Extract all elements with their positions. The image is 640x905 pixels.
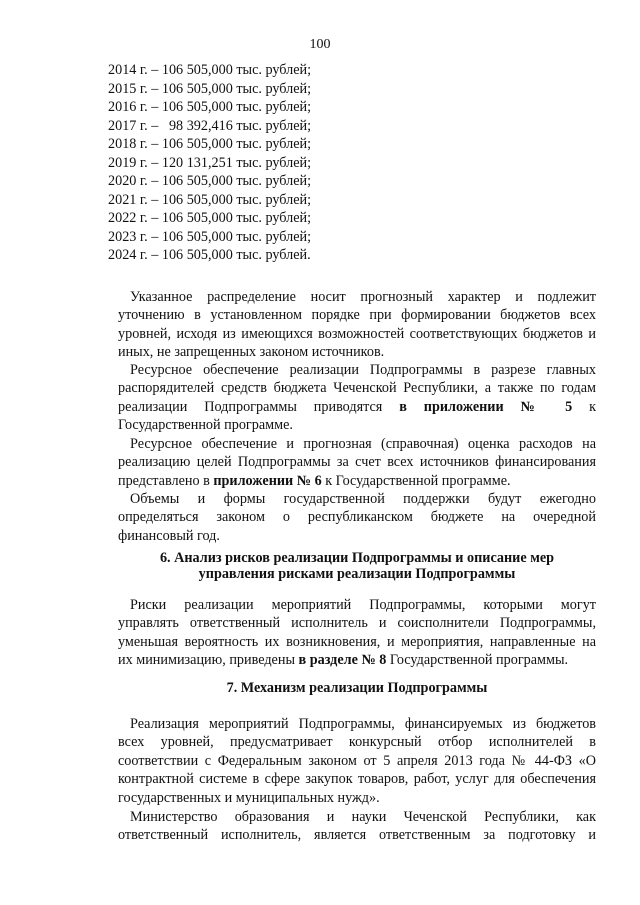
text-run: к (589, 398, 597, 415)
paragraph-distribution-forecast (118, 288, 596, 362)
year-line: 2020 г. – 106 505,000 тыс. рублей; (108, 173, 312, 189)
text-run: реализации Подпрограммы приводятся (118, 398, 383, 415)
year-line: 2016 г. – 106 505,000 тыс. рублей; (108, 99, 312, 115)
text-line: Объемы и формы государственной поддержки будут ежегодно (130, 491, 596, 507)
text-line: Риски реализации мероприятий Подпрограммы, которыми могут (130, 597, 596, 613)
page-number: 100 (309, 37, 331, 52)
year-line: 2015 г. – 106 505,000 тыс. рублей; (108, 80, 312, 97)
funding-by-year-list (108, 61, 311, 265)
text-line: государственных и муниципальных нужд». (118, 789, 380, 806)
text-line: распорядителей средств бюджета Чеченской Республики, а также по годам (118, 380, 596, 397)
section-heading-7 (118, 681, 596, 697)
text-line: всех уровней, предусматривает конкурсный отбор исполнителей в (118, 734, 596, 751)
year-line: 2024 г. – 106 505,000 тыс. рублей. (108, 247, 311, 263)
year-line: 2019 г. – 120 131,251 тыс. рублей; (108, 154, 312, 171)
text-line: финансовый год. (118, 527, 220, 544)
text-line (118, 398, 596, 416)
paragraph-risks (118, 596, 596, 670)
heading-line: 6. Анализ рисков реализации Подпрограммы и описание мер (159, 550, 555, 566)
text-line: Указанное распределение носит прогнозный характер и подлежит (130, 289, 596, 305)
bold-reference-appendix-6: приложении № 6 (213, 472, 322, 489)
text-line: реализацию целей Подпрограммы за счет всех источников финансирования (118, 454, 596, 471)
heading-line: 7. Механизм реализации Подпрограммы (226, 680, 488, 696)
text-line: соответствии с Федеральным законом от 5 апреля 2013 года № 44-ФЗ «О (118, 752, 596, 769)
paragraph-resource-support-estimate (118, 435, 596, 490)
heading-line: управления рисками реализации Подпрограммы (198, 565, 516, 582)
paragraph-resource-support-distributors (118, 361, 596, 435)
text-run: Государственной программы. (386, 652, 569, 669)
text-line: Государственной программе. (118, 417, 293, 434)
text-line: уточнению в установленном порядке при формировании бюджетов всех (118, 307, 596, 324)
text-line: уменьшая вероятность их возникновения, и мероприятия, направленные на (118, 633, 596, 650)
text-line: иных, не запрещенных законом источников. (118, 344, 385, 361)
section-heading-6 (118, 551, 596, 582)
text-line: определяться законом о республиканском бюджете на очередной (118, 509, 596, 526)
text-line: контрактной системе в сфере закупок товаров, работ, услуг для обеспечения (118, 771, 596, 788)
bold-reference-appendix-5: в приложении № 5 (399, 398, 573, 415)
text-run: представлено в (118, 472, 214, 489)
paragraph-ministry-responsibility (118, 808, 596, 845)
text-line: Реализация мероприятий Подпрограммы, финансируемых из бюджетов (130, 716, 596, 732)
text-line (118, 651, 596, 669)
text-line: управлять ответственный исполнитель и соисполнители Подпрограммы, (118, 615, 596, 632)
text-line: Ресурсное обеспечение и прогнозная (справочная) оценка расходов на (130, 436, 596, 452)
text-line: уровней, исходя из имеющихся возможностей соответствующих бюджетов и (118, 325, 596, 342)
text-line: Министерство образования и науки Чеченской Республики, как (130, 809, 596, 825)
paragraph-state-support-volumes (118, 490, 596, 545)
year-line: 2023 г. – 106 505,000 тыс. рублей; (108, 228, 312, 245)
year-line: 2021 г. – 106 505,000 тыс. рублей; (108, 191, 312, 208)
year-line: 2022 г. – 106 505,000 тыс. рублей; (108, 210, 312, 226)
year-line: 2017 г. – 98 392,416 тыс. рублей; (108, 117, 312, 134)
text-line: ответственный исполнитель, является ответственным за подготовку и (118, 827, 596, 844)
text-run: к Государственной программе. (321, 472, 511, 489)
text-line (118, 472, 596, 490)
bold-reference-section-8: в разделе № 8 (298, 652, 387, 669)
text-run: их минимизацию, приведены (118, 652, 299, 669)
text-line: Ресурсное обеспечение реализации Подпрограммы в разрезе главных (130, 362, 596, 378)
year-line: 2014 г. – 106 505,000 тыс. рублей; (108, 62, 312, 78)
paragraph-implementation-mechanism (118, 715, 596, 807)
year-line: 2018 г. – 106 505,000 тыс. рублей; (108, 136, 312, 152)
